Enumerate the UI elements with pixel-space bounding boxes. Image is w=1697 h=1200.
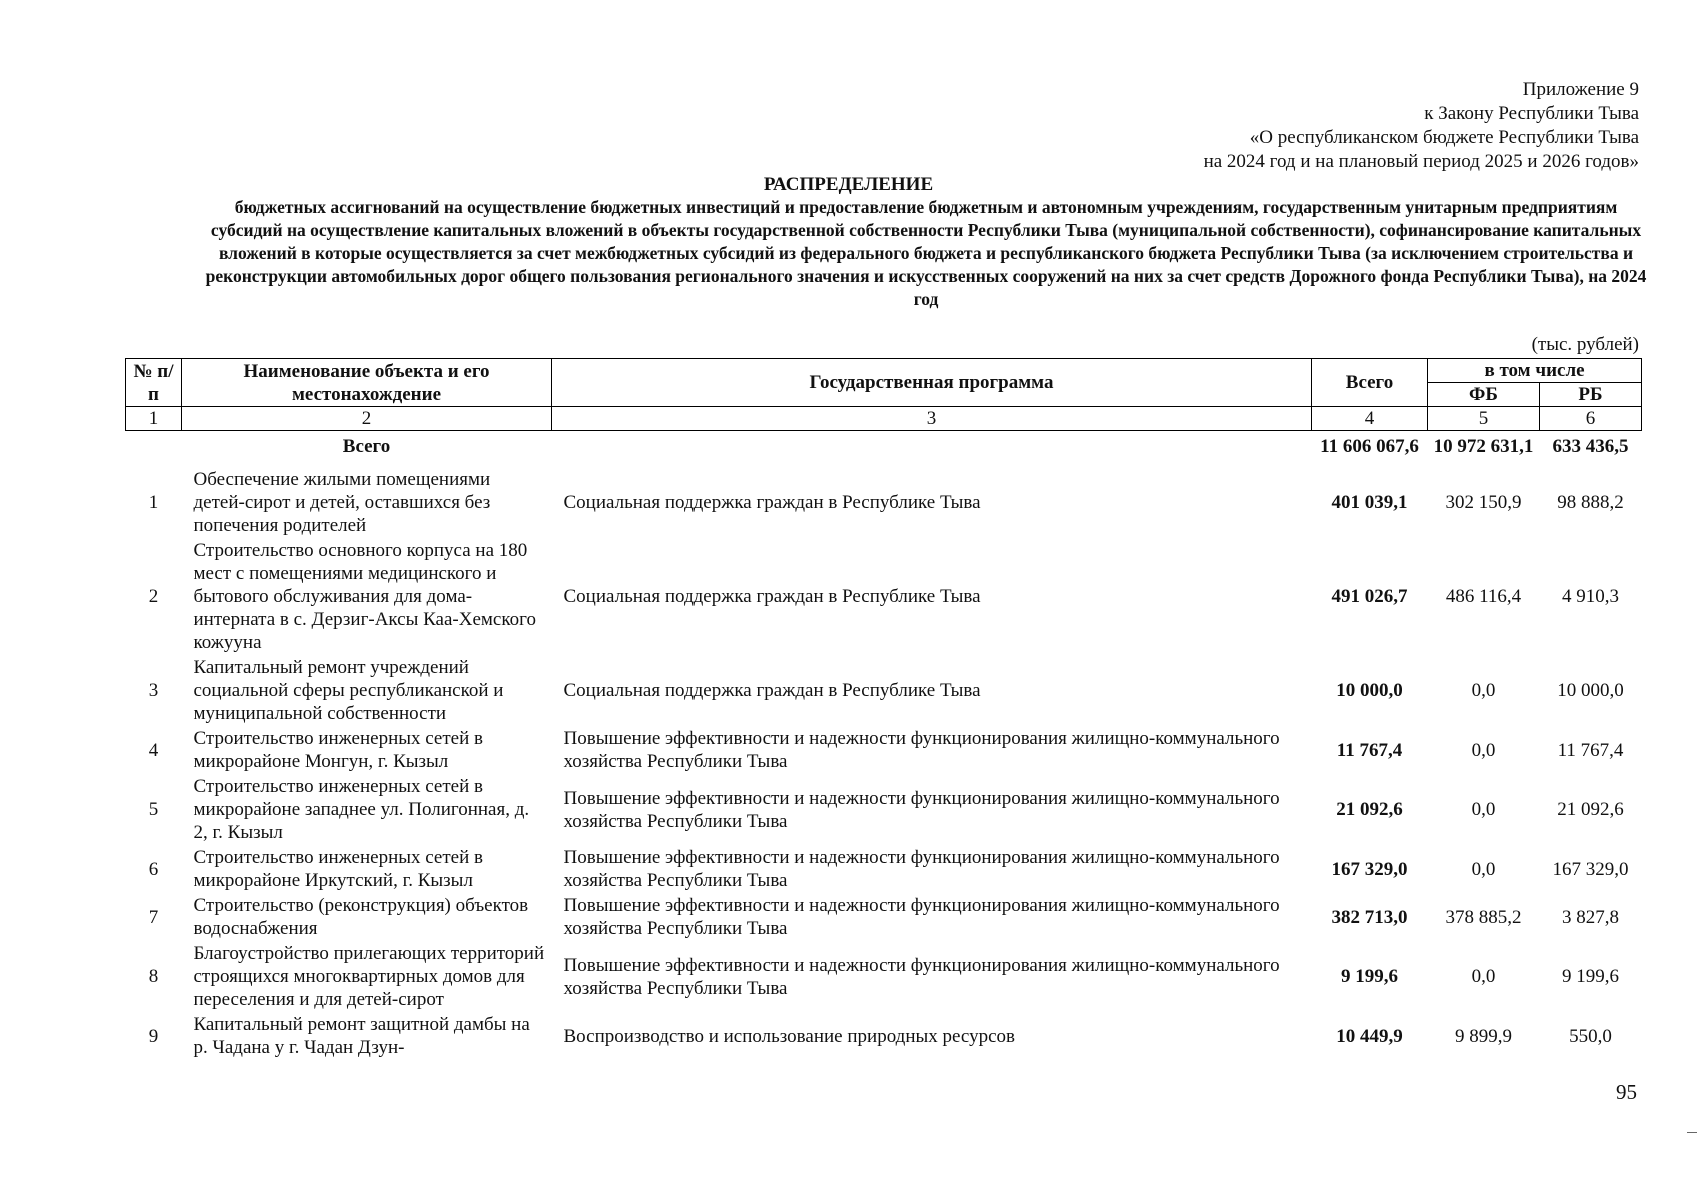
program-name: Повышение эффективности и надежности функционирования жилищно-коммунального хозяйства Республики Тыва bbox=[563, 847, 1280, 891]
header-program: Государственная программа bbox=[552, 359, 1312, 407]
program-name: Повышение эффективности и надежности функционирования жилищно-коммунального хозяйства Республики Тыва bbox=[563, 954, 1280, 999]
col-number: 3 bbox=[552, 407, 1312, 431]
document-title: РАСПРЕДЕЛЕНИЕ bbox=[763, 174, 934, 195]
row-total: 491 026,7 bbox=[1331, 586, 1408, 607]
header-including: в том числе bbox=[1428, 359, 1642, 383]
row-fb: 0,0 bbox=[1471, 680, 1496, 701]
page-number: 95 bbox=[1616, 1080, 1637, 1104]
row-number: 9 bbox=[148, 1025, 159, 1047]
object-name: Строительство инженерных сетей в микрорайоне Монгун, г. Кызыл bbox=[193, 728, 483, 772]
table-row bbox=[126, 942, 1642, 1013]
object-name: Строительство основного корпуса на 180 мест с помещениями медицинского и бытового обслуживания для дома-интерната в с. Дерзиг-Аксы Каа-Хемского кожууна bbox=[193, 540, 536, 653]
row-fb: 486 116,4 bbox=[1445, 586, 1522, 607]
program-name: Социальная поддержка граждан в Республике Тыва bbox=[563, 586, 981, 607]
row-total: 382 713,0 bbox=[1331, 906, 1408, 928]
table-row bbox=[126, 1013, 1642, 1061]
total-sum: 11 606 067,6 bbox=[1320, 436, 1419, 457]
header-fb: ФБ bbox=[1428, 383, 1540, 407]
row-rb: 4 910,3 bbox=[1562, 586, 1619, 607]
table-row bbox=[126, 894, 1642, 942]
program-name: Социальная поддержка граждан в Республике Тыва bbox=[563, 680, 981, 701]
object-name: Благоустройство прилегающих территорий строящихся многоквартирных домов для переселения и для детей-сирот bbox=[193, 943, 545, 1010]
units-label: (тыс. рублей) bbox=[1531, 334, 1639, 355]
row-number: 2 bbox=[148, 586, 159, 607]
table-row bbox=[126, 468, 1642, 539]
program-name: Повышение эффективности и надежности функционирования жилищно-коммунального хозяйства Республики Тыва bbox=[563, 787, 1280, 832]
table-row bbox=[126, 656, 1642, 727]
header-num: № п/п bbox=[126, 359, 182, 407]
row-rb: 550,0 bbox=[1569, 1025, 1612, 1047]
row-fb: 0,0 bbox=[1471, 858, 1496, 880]
row-total: 167 329,0 bbox=[1331, 858, 1408, 880]
appendix-line-4: на 2024 год и на плановый период 2025 и 2026 годов» bbox=[1203, 151, 1639, 172]
row-total: 11 767,4 bbox=[1336, 739, 1403, 761]
col-number: 5 bbox=[1428, 407, 1540, 431]
row-rb: 21 092,6 bbox=[1557, 799, 1624, 820]
row-fb: 9 899,9 bbox=[1455, 1025, 1512, 1047]
row-rb: 10 000,0 bbox=[1557, 680, 1624, 701]
object-name: Капитальный ремонт учреждений социальной сферы республиканской и муниципальной собственности bbox=[193, 657, 504, 724]
appendix-line-2: к Закону Республики Тыва bbox=[1424, 103, 1639, 124]
object-name: Строительство инженерных сетей в микрорайоне западнее ул. Полигонная, д. 2, г. Кызыл bbox=[193, 776, 530, 843]
object-name: Строительство (реконструкция) объектов водоснабжения bbox=[193, 895, 529, 939]
program-name: Повышение эффективности и надежности функционирования жилищно-коммунального хозяйства Республики Тыва bbox=[563, 728, 1280, 772]
row-fb: 0,0 bbox=[1471, 966, 1496, 987]
program-name: Воспроизводство и использование природных ресурсов bbox=[563, 1025, 1015, 1047]
row-number: 6 bbox=[148, 858, 159, 880]
total-row bbox=[126, 431, 1642, 469]
total-fb: 10 972 631,1 bbox=[1433, 436, 1534, 457]
document-subtitle: бюджетных ассигнований на осуществление бюджетных инвестиций и предоставление бюджетным и автономным учреждениям, государственным унитарным предприятиям субсидий на осуществление капитальных вложений в объекты государственной собственности Республики Тыва (муниципальной собственности), софинансирование капитальных вложений в которые осуществляется за счет межбюджетных субсидий из федерального бюджета и республиканского бюджета Республики Тыва (за исключением строительства и реконструкции автомобильных дорог общего пользования регионального значения и искусственных сооружений на них за счет средств Дорожного фонда Республики Тыва), на 2024 год bbox=[205, 197, 1647, 309]
row-fb: 0,0 bbox=[1471, 799, 1496, 820]
row-total: 21 092,6 bbox=[1336, 799, 1403, 820]
header-total: Всего bbox=[1312, 359, 1428, 407]
row-fb: 302 150,9 bbox=[1445, 492, 1522, 513]
col-number: 1 bbox=[126, 407, 182, 431]
allocation-table bbox=[125, 358, 1642, 1061]
scan-edge-mark bbox=[1687, 1132, 1697, 1133]
row-number: 4 bbox=[148, 739, 159, 761]
row-total: 10 449,9 bbox=[1336, 1025, 1403, 1047]
row-fb: 0,0 bbox=[1471, 739, 1496, 761]
col-number: 4 bbox=[1312, 407, 1428, 431]
row-total: 9 199,6 bbox=[1341, 966, 1398, 987]
table-row bbox=[126, 539, 1642, 656]
appendix-line-1: Приложение 9 bbox=[1522, 79, 1639, 100]
table-row bbox=[126, 846, 1642, 894]
header-name: Наименование объекта и его местонахождение bbox=[182, 359, 552, 407]
appendix-line-3: «О республиканском бюджете Республики Тыва bbox=[1249, 127, 1639, 148]
header-rb: РБ bbox=[1540, 383, 1642, 407]
total-rb: 633 436,5 bbox=[1552, 436, 1629, 457]
object-name: Строительство инженерных сетей в микрорайоне Иркутский, г. Кызыл bbox=[193, 847, 483, 891]
program-name: Повышение эффективности и надежности функционирования жилищно-коммунального хозяйства Республики Тыва bbox=[563, 895, 1280, 939]
row-number: 7 bbox=[148, 906, 159, 928]
row-number: 3 bbox=[148, 680, 159, 701]
total-label: Всего bbox=[342, 436, 391, 457]
row-rb: 98 888,2 bbox=[1557, 492, 1624, 513]
row-rb: 3 827,8 bbox=[1562, 906, 1619, 928]
row-number: 8 bbox=[148, 966, 159, 987]
object-name: Обеспечение жилыми помещениями детей-сирот и детей, оставшихся без попечения родителей bbox=[193, 469, 491, 536]
row-rb: 167 329,0 bbox=[1552, 858, 1629, 880]
table-row bbox=[126, 727, 1642, 775]
table-row bbox=[126, 775, 1642, 846]
appendix-reference bbox=[1204, 78, 1639, 174]
row-total: 401 039,1 bbox=[1331, 492, 1408, 513]
program-name: Социальная поддержка граждан в Республике Тыва bbox=[563, 492, 981, 513]
object-name: Капитальный ремонт защитной дамбы на р. Чадана у г. Чадан Дзун- bbox=[193, 1014, 530, 1058]
col-number: 6 bbox=[1540, 407, 1642, 431]
row-total: 10 000,0 bbox=[1336, 680, 1403, 701]
row-fb: 378 885,2 bbox=[1445, 906, 1522, 928]
row-rb: 11 767,4 bbox=[1557, 739, 1624, 761]
col-number: 2 bbox=[182, 407, 552, 431]
row-rb: 9 199,6 bbox=[1562, 966, 1619, 987]
row-number: 1 bbox=[148, 492, 159, 513]
row-number: 5 bbox=[148, 799, 159, 820]
